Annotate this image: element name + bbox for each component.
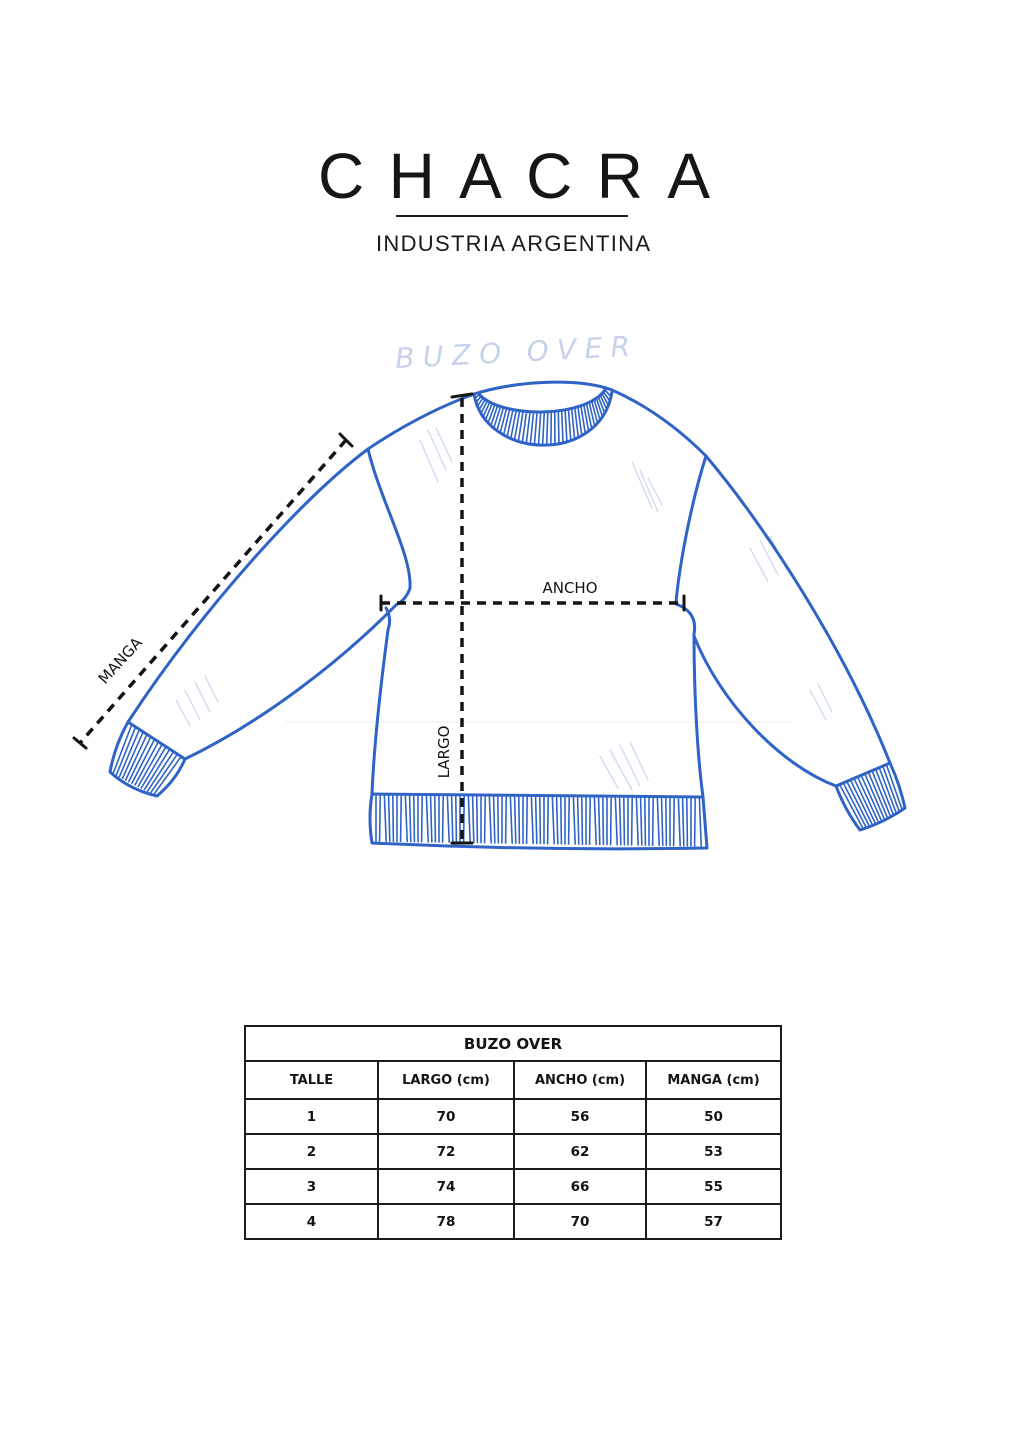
rib-stitch-line — [393, 796, 394, 841]
brand-tagline: INDUSTRIA ARGENTINA — [376, 231, 650, 256]
rib-stitch-line — [548, 798, 549, 844]
rib-stitch-line — [380, 796, 381, 841]
column-header-manga: MANGA (cm) — [646, 1061, 781, 1099]
right-sleeve-inner-edge — [694, 636, 836, 786]
rib-stitch-line — [468, 797, 470, 843]
rib-stitch-line — [552, 798, 554, 844]
rib-stitch-line — [636, 798, 638, 845]
rib-stitch-line — [657, 799, 659, 846]
rib-stitch-line — [497, 407, 504, 430]
rib-stitch-line — [506, 797, 507, 843]
size-cell: 2 — [245, 1134, 378, 1169]
ancho-cell: 56 — [514, 1099, 646, 1134]
rib-stitch-line — [527, 797, 528, 843]
sketch-title: BUZO OVER — [394, 329, 631, 376]
rib-stitch-line — [620, 798, 621, 845]
left-sleeve-outer-edge — [128, 449, 368, 722]
largo-cell: 72 — [378, 1134, 514, 1169]
largo-cell: 78 — [378, 1204, 514, 1239]
rib-stitch-line — [116, 727, 135, 775]
table-row — [245, 1099, 781, 1134]
rib-stitch-line — [456, 797, 457, 843]
rib-stitch-line — [699, 799, 701, 846]
rib-stitch-line — [569, 798, 570, 844]
rib-stitch-line — [536, 798, 537, 844]
column-header-ancho: ANCHO (cm) — [514, 1061, 646, 1099]
rib-stitch-line — [568, 409, 570, 441]
right-armhole-seam — [676, 456, 706, 602]
body-left-side — [372, 608, 390, 794]
size-table — [244, 1025, 782, 1240]
largo-cell: 70 — [378, 1099, 514, 1134]
right-shoulder — [612, 390, 706, 456]
ancho-cell: 66 — [514, 1169, 646, 1204]
column-header-talle: TALLE — [245, 1061, 378, 1099]
brand-logo: CHACRA — [318, 140, 710, 212]
hem-rib — [370, 794, 707, 849]
rib-stitch-line — [494, 797, 495, 843]
rib-stitch-line — [414, 796, 415, 841]
rib-stitch-line — [531, 797, 533, 843]
rib-stitch-line — [662, 799, 663, 846]
rib-stitch-line — [498, 797, 499, 843]
length-label: LARGO — [435, 725, 453, 779]
rib-stitch-line — [410, 796, 411, 841]
body-right-side — [676, 604, 703, 797]
rib-stitch-line — [582, 798, 583, 844]
rib-stitch-line — [695, 799, 696, 846]
size-cell: 1 — [245, 1099, 378, 1134]
rib-stitch-line — [562, 410, 563, 443]
sleeve-measurement — [74, 434, 352, 748]
ancho-cell: 62 — [514, 1134, 646, 1169]
rib-stitch-line — [543, 412, 545, 445]
rib-stitching — [113, 390, 902, 846]
size-table-title-row — [245, 1026, 781, 1061]
rib-stitch-line — [565, 410, 567, 442]
left-armhole-seam — [368, 449, 410, 605]
table-row — [245, 1204, 781, 1239]
size-table-header-row — [245, 1061, 781, 1099]
rib-stitch-line — [426, 797, 428, 842]
right-sleeve-outer-edge — [706, 456, 890, 763]
width-measurement — [381, 579, 684, 610]
rib-stitch-line — [389, 796, 390, 841]
rib-stitch-line — [599, 798, 600, 844]
rib-stitch-line — [666, 799, 667, 846]
rib-stitch-line — [519, 797, 520, 843]
manga-cell: 55 — [646, 1169, 781, 1204]
rib-stitch-line — [515, 797, 516, 843]
rib-stitch-line — [443, 797, 444, 843]
rib-stitch-line — [558, 411, 559, 444]
rib-stitch-line — [594, 798, 596, 844]
rib-stitch-line — [590, 798, 591, 844]
rib-stitch-line — [477, 797, 478, 843]
rib-stitch-line — [624, 798, 625, 845]
rib-stitch-line — [615, 798, 617, 845]
left-sleeve-inner-edge — [185, 605, 396, 759]
rib-stitch-line — [485, 797, 486, 843]
rib-stitch-line — [452, 797, 453, 843]
rib-stitch-line — [401, 796, 402, 841]
rib-stitch-line — [510, 797, 512, 843]
table-row — [245, 1169, 781, 1204]
rib-stitch-line — [547, 412, 548, 445]
rib-stitch-line — [473, 797, 474, 843]
rib-stitch-line — [447, 797, 449, 842]
rib-stitch-line — [674, 799, 675, 846]
width-label: ANCHO — [542, 579, 598, 597]
manga-cell: 57 — [646, 1204, 781, 1239]
rib-stitch-line — [384, 796, 386, 841]
length-measurement — [435, 394, 472, 843]
rib-stitch-line — [653, 799, 654, 846]
column-header-largo: LARGO (cm) — [378, 1061, 514, 1099]
manga-cell: 53 — [646, 1134, 781, 1169]
rib-stitch-line — [632, 798, 633, 845]
rib-stitch-line — [534, 412, 537, 445]
rib-stitch-line — [572, 408, 575, 439]
rib-stitch-line — [578, 798, 579, 844]
rib-stitch-line — [435, 797, 436, 842]
rib-stitch-line — [611, 798, 612, 844]
rib-stitch-line — [683, 799, 684, 846]
rib-stitch-line — [641, 798, 642, 845]
rib-stitch-line — [645, 799, 646, 846]
rib-stitch-line — [573, 798, 575, 844]
size-cell: 3 — [245, 1169, 378, 1204]
ancho-cell: 70 — [514, 1204, 646, 1239]
shading — [176, 428, 832, 790]
sweater-illustration — [110, 382, 905, 849]
sleeve-label: MANGA — [94, 633, 146, 688]
size-table-title: BUZO OVER — [245, 1026, 781, 1061]
rib-stitch-line — [526, 412, 530, 444]
manga-cell: 50 — [646, 1099, 781, 1134]
collar-top-edge — [474, 382, 612, 394]
rib-stitch-line — [530, 412, 533, 444]
rib-stitch-line — [494, 407, 501, 429]
size-cell: 4 — [245, 1204, 378, 1239]
rib-stitch-line — [687, 799, 688, 846]
rib-stitch-line — [422, 797, 423, 842]
rib-stitch-line — [575, 408, 579, 438]
rib-stitch-line — [540, 798, 541, 844]
rib-stitch-line — [431, 797, 432, 842]
table-row — [245, 1134, 781, 1169]
rib-stitch-line — [678, 799, 680, 846]
rib-stitch-line — [539, 412, 541, 445]
rib-stitch-line — [489, 797, 491, 843]
rib-stitch-line — [603, 798, 604, 844]
rib-stitch-line — [561, 798, 562, 844]
rib-stitch-line — [405, 796, 407, 841]
rib-stitch-line — [557, 798, 558, 844]
largo-cell: 74 — [378, 1169, 514, 1204]
